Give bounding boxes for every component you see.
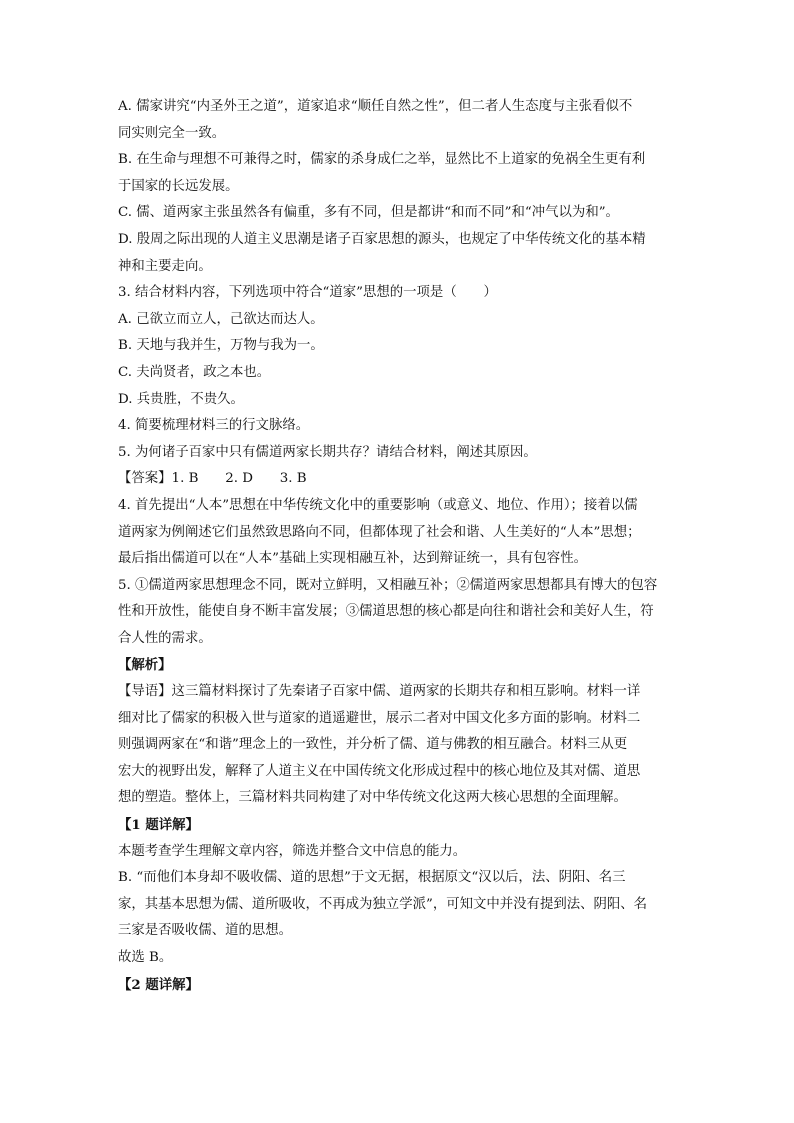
text-line: B. “而他们本身却不吸收儒、道的思想”于文无据，根据原文“汉以后，法、阴阳、名三: [118, 870, 626, 886]
text-line: D. 兵贵胜，不贵久。: [118, 391, 244, 407]
text-line: D. 殷周之际出现的人道主义思潮是诸子百家思想的源头，也规定了中华传统文化的基本精: [118, 231, 646, 247]
text-line: 合人性的需求。: [118, 630, 212, 646]
text-line: 【2 题详解】: [118, 976, 199, 993]
text-line: 【答案】1. B 2. D 3. B: [118, 471, 307, 487]
text-line: 神和主要走向。: [118, 258, 212, 274]
text-line: 【1 题详解】: [118, 817, 199, 834]
text-line: 宏大的视野出发，解释了人道主义在中国传统文化形成过程中的核心地位及其对儒、道思: [118, 763, 641, 779]
text-line: 本题考查学生理解文章内容，筛选并整合文中信息的能力。: [118, 843, 467, 859]
text-line: 道两家为例阐述它们虽然致思路向不同，但都体现了社会和谐、人生美好的“人本”思想；: [118, 524, 641, 540]
text-line: 细对比了儒家的积极入世与道家的逍遥避世，展示二者对中国文化多方面的影响。材料二: [118, 710, 641, 726]
text-line: B. 天地与我并生，万物与我为一。: [118, 338, 324, 354]
text-line: 家，其基本思想为儒、道所吸收，不再成为独立学派”，可知文中并没有提到法、阴阳、名: [118, 896, 648, 912]
document-body: [118, 94, 686, 998]
text-line: 5. 为何诸子百家中只有儒道两家长期共存？请结合材料，阐述其原因。: [118, 444, 537, 460]
text-line: 【解析】: [118, 657, 172, 674]
text-line: 3. 结合材料内容，下列选项中符合“道家”思想的一项是（ ）: [118, 285, 497, 301]
text-line: C. 儒、道两家主张虽然各有偏重，多有不同，但是都讲“和而不同”和“冲气以为和”。: [118, 205, 619, 221]
text-line: A. 儒家讲究“内圣外王之道”，道家追求“顺任自然之性”，但二者人生态度与主张看似不: [118, 99, 633, 114]
text-line: 故选 B。: [118, 950, 173, 965]
text-line: 最后指出儒道可以在“人本”基础上实现相融互补，达到辩证统一，具有包容性。: [118, 551, 587, 567]
text-line: 4. 简要梳理材料三的行文脉络。: [118, 418, 310, 434]
text-line: B. 在生命与理想不可兼得之时，儒家的杀身成仁之举，显然比不上道家的免祸全生更有利: [118, 152, 646, 168]
text-line: 则强调两家在“和谐”理念上的一致性，并分析了儒、道与佛教的相互融合。材料三从更: [118, 737, 628, 753]
text-line: 于国家的长远发展。: [118, 178, 239, 194]
text-line: C. 夫尚贤者，政之本也。: [118, 364, 271, 380]
text-line: 三家是否吸收儒、道的思想。: [118, 923, 293, 939]
text-line: 同实则完全一致。: [118, 125, 226, 141]
text-line: 【导语】这三篇材料探讨了先秦诸子百家中儒、道两家的长期共存和相互影响。材料一详: [118, 684, 641, 700]
text-line: 4. 首先提出“人本”思想在中华传统文化中的重要影响（或意义、地位、作用）；接着以儒: [118, 497, 638, 513]
text-line: 5. ①儒道两家思想理念不同，既对立鲜明，又相融互补；②儒道两家思想都具有博大的包容: [118, 577, 658, 593]
text-line: A. 己欲立而立人，己欲达而达人。: [118, 311, 324, 327]
text-line: 性和开放性，能使自身不断丰富发展；③儒道思想的核心都是向往和谐社会和美好人生，符: [118, 604, 654, 620]
text-line: 想的塑造。整体上，三篇材料共同构建了对中华传统文化这两大核心思想的全面理解。: [118, 790, 627, 806]
